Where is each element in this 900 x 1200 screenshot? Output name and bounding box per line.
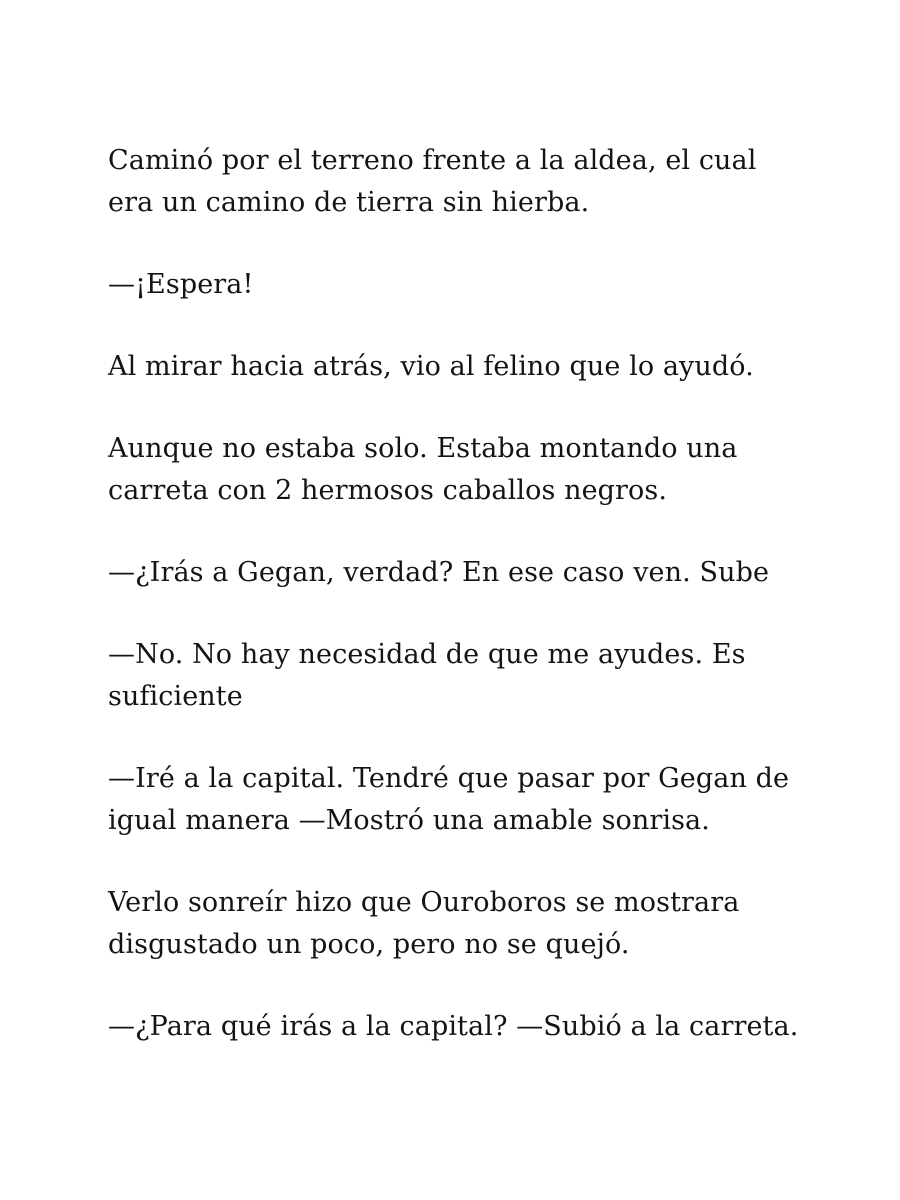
paragraph-3 xyxy=(108,346,810,388)
paragraph-7 xyxy=(108,758,810,842)
text-line: Al mirar hacia atrás, vio al felino que lo ayudó. xyxy=(108,351,754,382)
paragraph-1 xyxy=(108,140,810,224)
text-line: Aunque no estaba solo. Estaba montando una xyxy=(108,433,738,464)
text-line: —¿Para qué irás a la capital? —Subió a la carreta. xyxy=(108,1011,799,1042)
paragraph-8 xyxy=(108,882,810,966)
text-line: —¿Irás a Gegan, verdad? En ese caso ven. Sube xyxy=(108,557,770,588)
paragraph-5 xyxy=(108,552,810,594)
paragraph-2 xyxy=(108,264,810,306)
text-line: —No. No hay necesidad de que me ayudes. Es xyxy=(108,639,746,670)
text-line: Caminó por el terreno frente a la aldea, el cual xyxy=(108,145,757,176)
text-line: —¡Espera! xyxy=(108,269,254,300)
text-line: suficiente xyxy=(108,681,243,712)
text-line: —Iré a la capital. Tendré que pasar por Gegan de xyxy=(108,763,790,794)
text-line: igual manera —Mostró una amable sonrisa. xyxy=(108,805,710,836)
text-line: carreta con 2 hermosos caballos negros. xyxy=(108,475,668,506)
paragraph-4 xyxy=(108,428,810,512)
text-line: Verlo sonreír hizo que Ouroboros se mostrara xyxy=(108,887,740,918)
paragraph-6 xyxy=(108,634,810,718)
text-line: disgustado un poco, pero no se quejó. xyxy=(108,929,630,960)
text-line: era un camino de tierra sin hierba. xyxy=(108,187,590,218)
paragraph-9 xyxy=(108,1006,810,1048)
